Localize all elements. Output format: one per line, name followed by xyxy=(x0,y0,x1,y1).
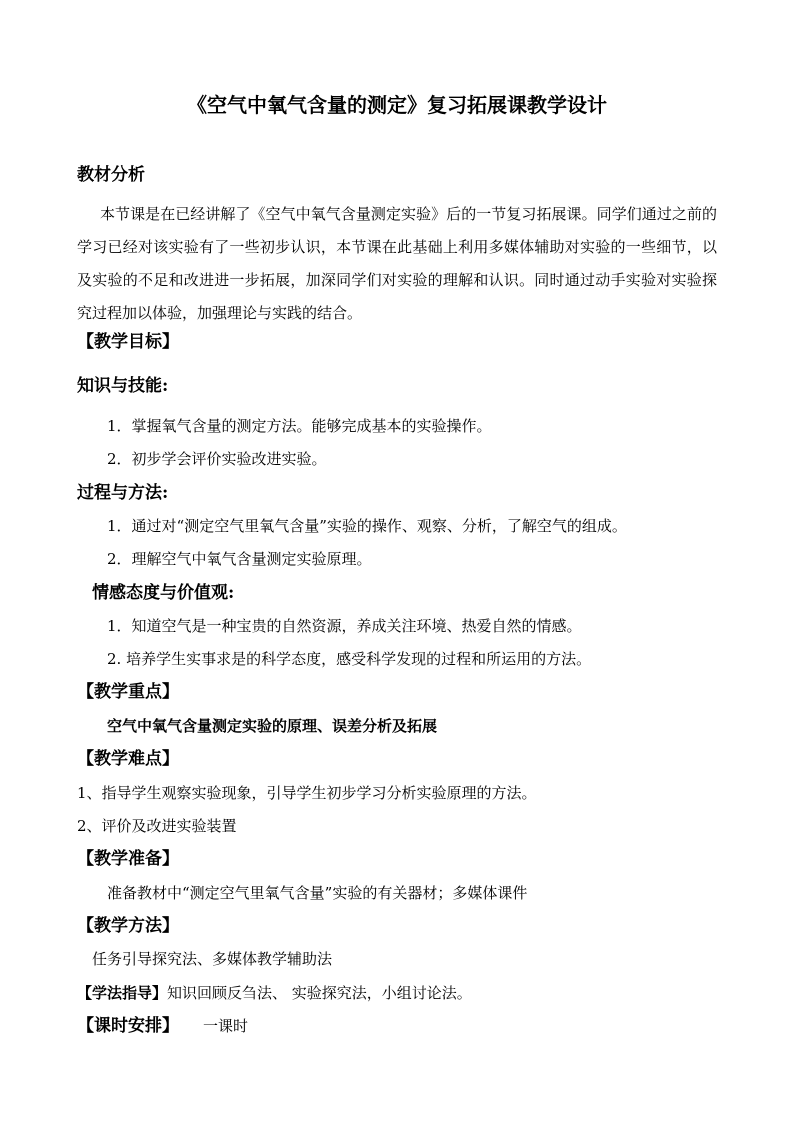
knowledge-item-2: 2．初步学会评价实验改进实验。 xyxy=(107,450,327,468)
process-item-2: 2．理解空气中氧气含量测定实验原理。 xyxy=(107,550,372,568)
schedule-line xyxy=(77,1016,248,1036)
schedule-label: 【课时安排】 xyxy=(77,1016,179,1036)
methods-heading: 【教学方法】 xyxy=(77,916,179,936)
difficulty-item-2: 2、评价及改进实验装置 xyxy=(77,817,237,835)
preparation-text: 准备教材中“测定空气里氧气含量”实验的有关器材；多媒体课件 xyxy=(107,884,528,902)
study-guide-label: 【学法指导】 xyxy=(77,984,168,1002)
knowledge-item-1: 1．掌握氧气含量的测定方法。能够完成基本的实验操作。 xyxy=(107,417,492,435)
emotion-item-1: 1．知道空气是一种宝贵的自然资源，养成关注环境、热爱自然的情感。 xyxy=(107,617,582,635)
emotion-heading: 情感态度与价值观: xyxy=(92,583,235,603)
study-guide-text: 知识回顾反刍法、 实验探究法，小组讨论法。 xyxy=(167,984,472,1002)
knowledge-heading: 知识与技能: xyxy=(77,376,169,396)
objectives-heading: 【教学目标】 xyxy=(77,332,179,352)
difficulties-heading: 【教学难点】 xyxy=(77,749,179,769)
study-guide-line xyxy=(77,983,472,1003)
difficulty-item-1: 1、指导学生观察实验现象，引导学生初步学习分析实验原理的方法。 xyxy=(77,784,537,802)
key-points-text: 空气中氧气含量测定实验的原理、误差分析及拓展 xyxy=(107,717,438,735)
key-points-heading: 【教学重点】 xyxy=(77,682,179,702)
methods-text: 任务引导探究法、多媒体教学辅助法 xyxy=(92,950,333,968)
analysis-heading: 教材分析 xyxy=(77,165,145,185)
page-title: 《空气中氧气含量的测定》复习拓展课教学设计 xyxy=(187,93,607,117)
process-item-1: 1．通过对“测定空气里氧气含量”实验的操作、观察、分析，了解空气的组成。 xyxy=(107,517,627,535)
analysis-paragraph: 本节课是在已经讲解了《空气中氧气含量测定实验》后的一节复习拓展课。同学们通过之前的学习已经对该实验有了一些初步认识，本节课在此基础上利用多媒体辅助对实验的一些细节，以及实验的不足和改进进一步拓展，加深同学们对实验的理解和认识。同时通过动手实验对实验探究过程加以体验，加强理论与实践的结合。 xyxy=(77,205,717,322)
schedule-text: 一课时 xyxy=(203,1017,249,1035)
emotion-item-2: 2. 培养学生实事求是的科学态度，感受科学发现的过程和所运用的方法。 xyxy=(107,650,592,668)
preparation-heading: 【教学准备】 xyxy=(77,849,179,869)
process-heading: 过程与方法: xyxy=(77,483,169,503)
